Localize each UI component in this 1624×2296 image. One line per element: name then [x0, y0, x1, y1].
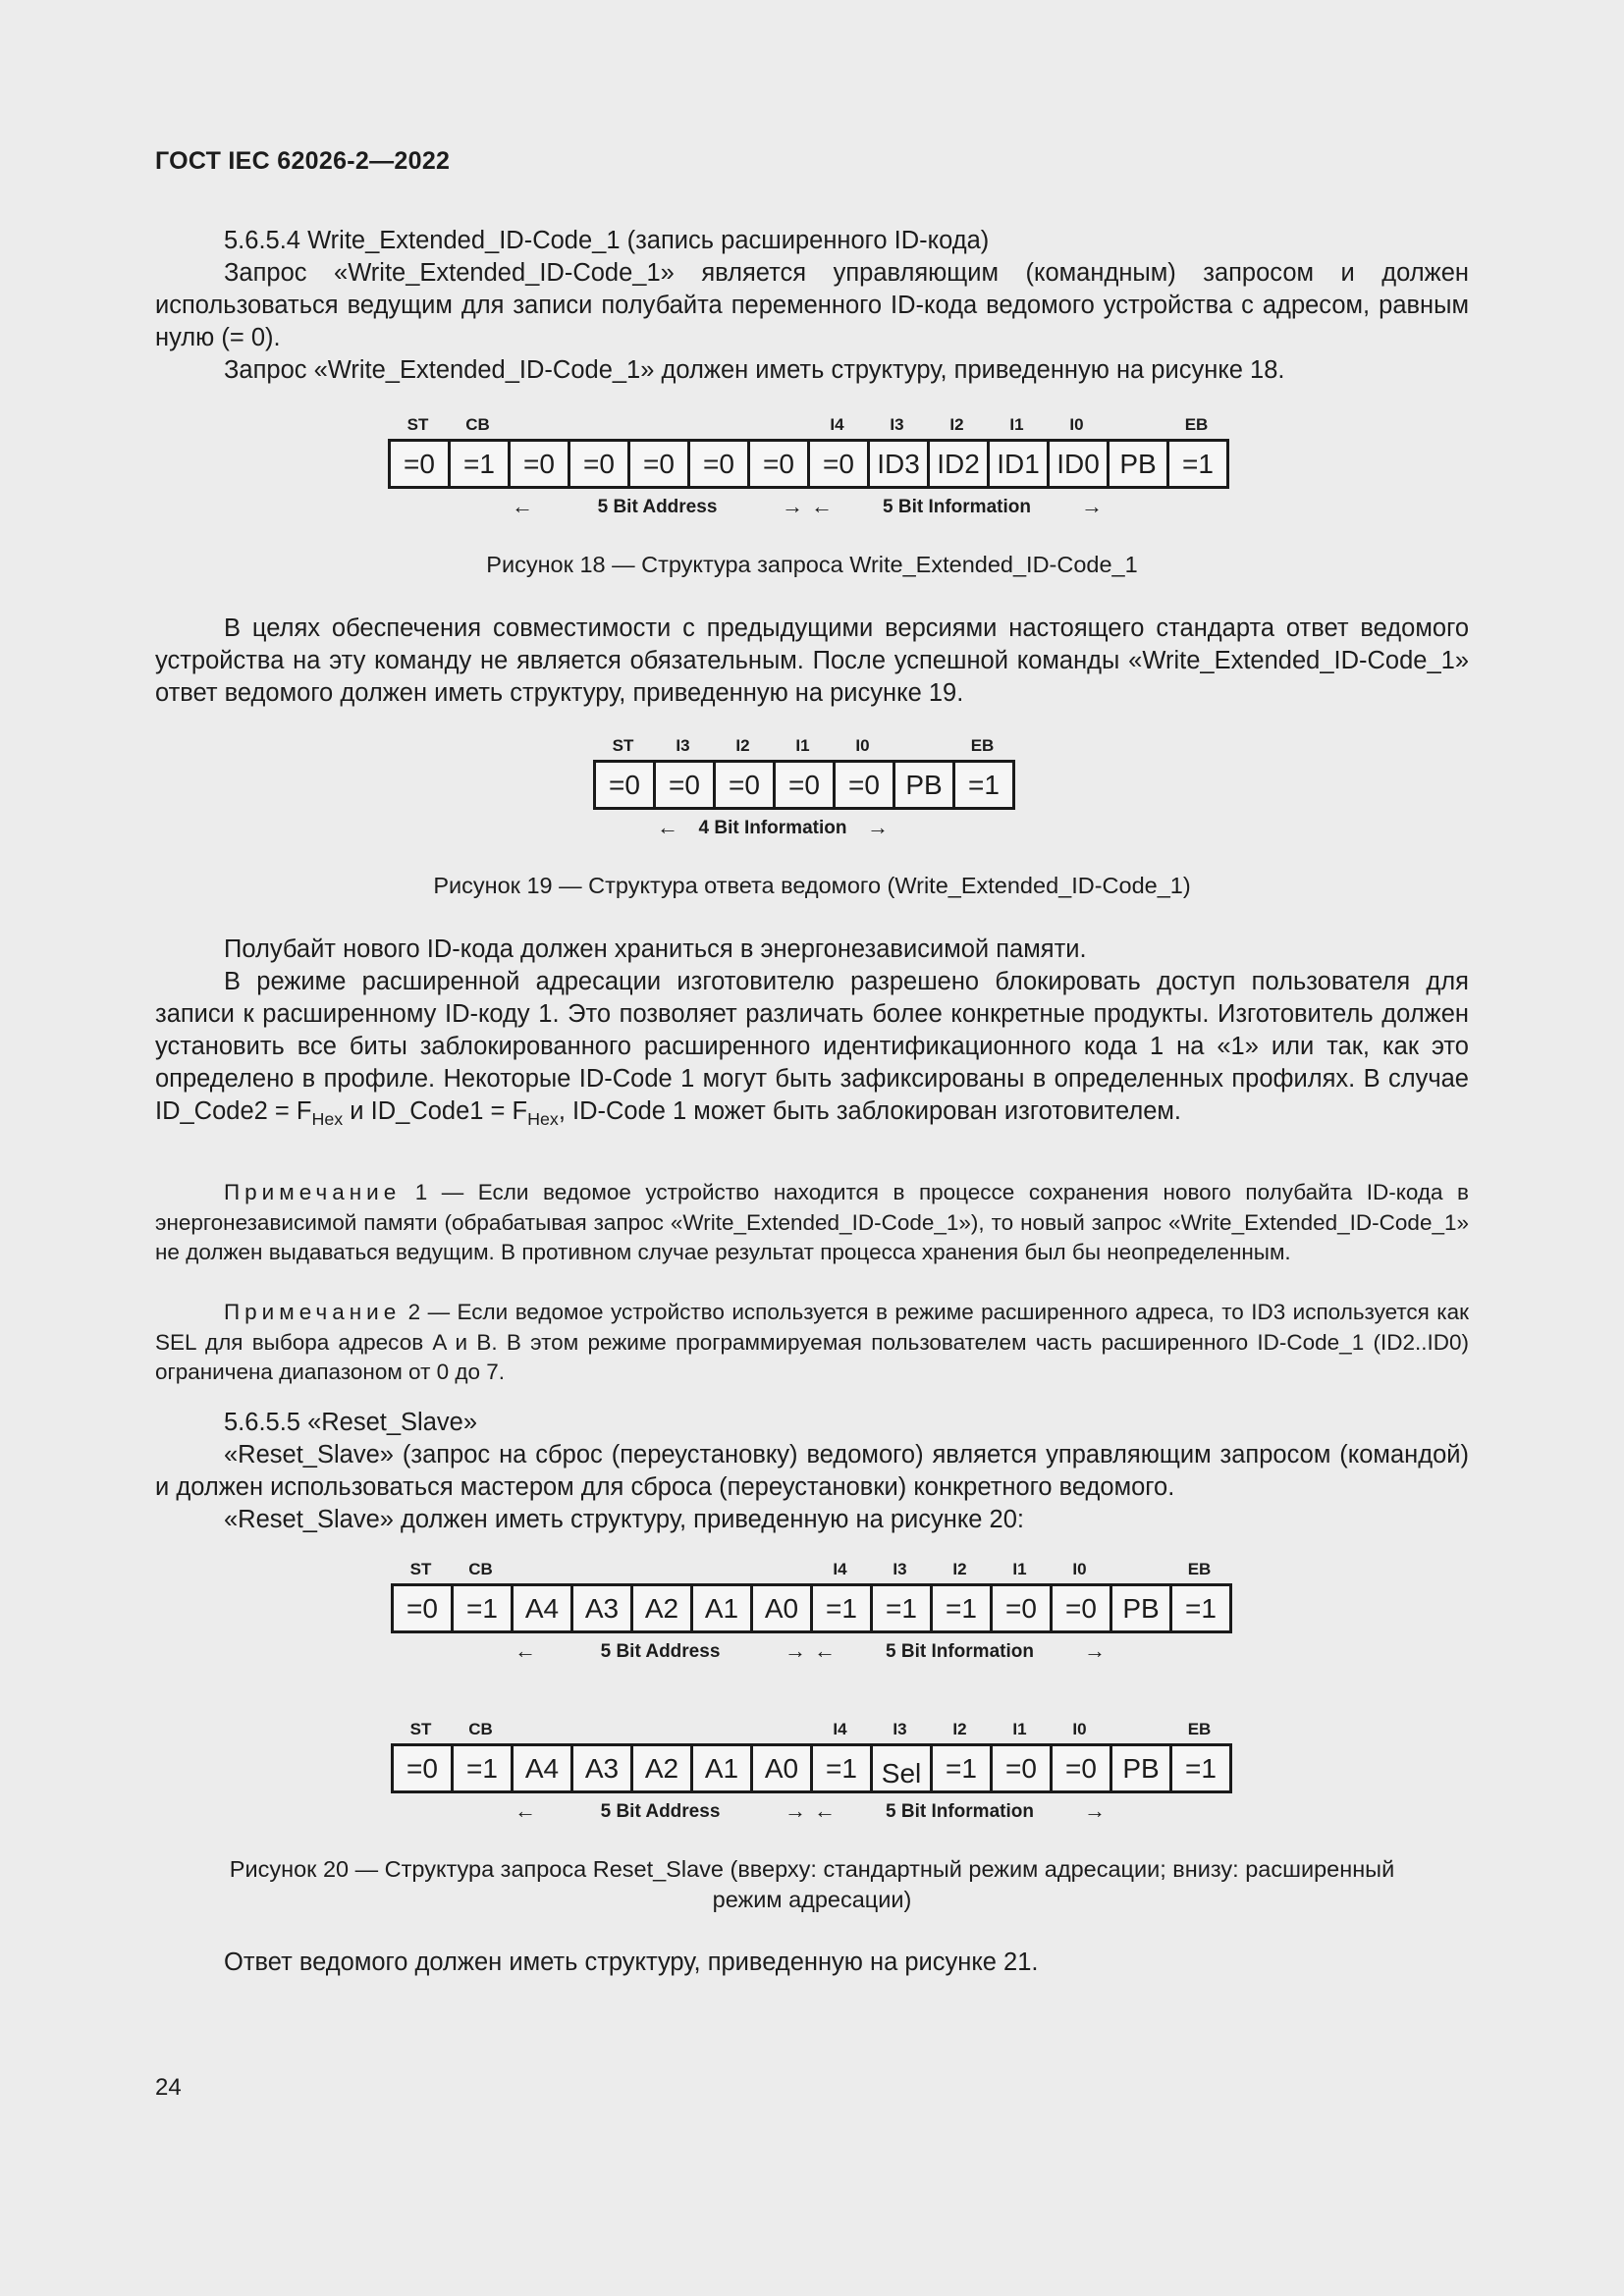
- frame-cell: A0: [753, 1746, 813, 1790]
- frame-cell: =1: [1185, 1593, 1217, 1624]
- bit-label: ST: [409, 1560, 432, 1578]
- bit-label: I1: [795, 736, 810, 755]
- bit-label: CB: [468, 1720, 493, 1738]
- bit-label: [630, 1560, 690, 1579]
- bit-label: [1110, 1560, 1169, 1579]
- frame-cell: =0: [570, 442, 630, 486]
- frame-cell: =0: [1053, 1746, 1112, 1790]
- frame-cell: =0: [690, 442, 750, 486]
- bit-label: [690, 1720, 750, 1739]
- address-span-label: 5 Bit Address: [600, 1641, 721, 1662]
- frame-cell: =0: [836, 763, 895, 807]
- information-span-label: 5 Bit Information: [883, 497, 1031, 517]
- bit-label: [630, 1720, 690, 1739]
- information-span-label: 5 Bit Information: [886, 1641, 1034, 1662]
- frame-cell: =1: [813, 1586, 873, 1630]
- frame-cell: =1: [1185, 1753, 1217, 1784]
- frame-cell: PB: [1110, 442, 1169, 486]
- section-5-6-5-5-title: 5.6.5.5 «Reset_Slave»: [224, 1409, 478, 1436]
- frame-cell: =0: [993, 1746, 1053, 1790]
- bit-label: [687, 415, 747, 435]
- frame-cell: =1: [451, 442, 511, 486]
- bit-label: I4: [833, 1720, 847, 1738]
- bit-label: I1: [1012, 1560, 1027, 1578]
- figure-19-caption: Рисунок 19 — Структура ответа ведомого (Write_Extended_ID-Code_1): [433, 873, 1191, 898]
- address-span-label: 5 Bit Address: [600, 1801, 721, 1822]
- frame-cell: ID1: [990, 442, 1050, 486]
- frame-cell: A1: [693, 1586, 753, 1630]
- address-span-label: 5 Bit Address: [597, 497, 718, 517]
- bit-label: EB: [970, 736, 995, 755]
- frame-cell: =0: [750, 442, 810, 486]
- frame-cell: ID0: [1050, 442, 1110, 486]
- bit-label: ST: [409, 1720, 432, 1738]
- arrow-left-icon: ←: [514, 1798, 536, 1823]
- arrow-right-icon: →: [1084, 1638, 1106, 1663]
- arrow-left-icon: ←: [512, 494, 533, 518]
- frame-cell: =0: [1053, 1586, 1112, 1630]
- frame-cell: A3: [573, 1586, 633, 1630]
- bit-label: I2: [735, 736, 750, 755]
- frame-cell: =0: [776, 763, 836, 807]
- frame-cell: =1: [968, 770, 1000, 800]
- frame-cell: =0: [993, 1586, 1053, 1630]
- frame-cell: A2: [633, 1746, 693, 1790]
- frame-cell: ID3: [870, 442, 930, 486]
- bit-label: I2: [949, 415, 964, 434]
- bit-label: I4: [833, 1560, 847, 1578]
- frame-cell: =1: [454, 1746, 514, 1790]
- frame-cell: A0: [753, 1586, 813, 1630]
- frame-cell: =1: [873, 1586, 933, 1630]
- frame-cell: =0: [716, 763, 776, 807]
- arrow-left-icon: ←: [811, 494, 833, 518]
- bit-label: EB: [1187, 1560, 1212, 1578]
- bit-label: I3: [893, 1560, 907, 1578]
- arrow-right-icon: →: [1081, 494, 1103, 518]
- frame-cell: PB: [1112, 1586, 1172, 1630]
- bit-label: [1110, 1720, 1169, 1739]
- frame-cell: =0: [391, 442, 451, 486]
- section-5-6-5-4-title: 5.6.5.4 Write_Extended_ID-Code_1 (запись расширенного ID-кода): [224, 227, 990, 254]
- response-paragraph: Ответ ведомого должен иметь структуру, приведенную на рисунке 21.: [224, 1949, 1039, 1976]
- frame-cell: A2: [633, 1586, 693, 1630]
- bit-label-row: [391, 1560, 1229, 1579]
- arrow-right-icon: →: [785, 1638, 806, 1663]
- section-5-6-5-4-paragraph-2: Запрос «Write_Extended_ID-Code_1» должен иметь структуру, приведенную на рисунке 18.: [224, 356, 1285, 384]
- bit-label: EB: [1184, 415, 1209, 434]
- bit-label: I1: [1009, 415, 1024, 434]
- frame-cell: PB: [895, 763, 955, 807]
- bit-label: I3: [676, 736, 690, 755]
- frame-cell: =0: [511, 442, 570, 486]
- note-1: Примечание 1 — Если ведомое устройство находится в процессе сохранения нового полубайта ID-кода в энергонезависимой памяти (обрабатывая запрос «Write_Extended_ID-Code_1»), то новый запрос «Write_Extended_ID-Code_1» не должен выдаваться ведущим. В противном случае результат процесса хранения был бы неопределенным.: [155, 1180, 1469, 1264]
- frame-cell: A4: [514, 1586, 573, 1630]
- bit-label: I3: [890, 415, 904, 434]
- bit-label-row: [593, 736, 1012, 756]
- bit-label: ST: [406, 415, 429, 434]
- bit-label: CB: [465, 415, 490, 434]
- frame-cell: =1: [1182, 449, 1214, 479]
- compatibility-paragraph: В целях обеспечения совместимости с предыдущими версиями настоящего стандарта ответ ведомого устройства на эту команду не является обязательным. После успешной команды «Write_Extended_ID-Code_1» ответ ведомого должен иметь структуру, приведенную на рисунке 19.: [155, 614, 1469, 707]
- bit-label: I2: [952, 1560, 967, 1578]
- frame-cell: A1: [693, 1746, 753, 1790]
- frame-cell: =0: [394, 1586, 454, 1630]
- bit-label-row: [388, 415, 1226, 435]
- extended-addressing-paragraph: В режиме расширенной адресации изготовителю разрешено блокировать доступ пользователя для записи к расширенному ID-коду 1. Это позволяет различать более конкретные продукты. Изготовитель должен установить все биты заблокированного расширенного идентификационного кода 1 на «1» или так, как это определено в профиле. Некоторые ID-Code 1 могут быть зафиксированы в определенных профилях. В случае ID_Code2 = $F_{Hex}$ и ID_Code1 = $F_{Hex}$, ID-Code 1 может быть заблокирован изготовителем.: [155, 968, 1469, 1129]
- bit-label: I4: [830, 415, 844, 434]
- bit-label: [570, 1560, 630, 1579]
- frame-cell: =0: [630, 442, 690, 486]
- frame-cells: [593, 760, 1015, 810]
- document-header: ГОСТ IEC 62026-2—2022: [155, 147, 451, 175]
- frame-cell: ID2: [930, 442, 990, 486]
- arrow-right-icon: →: [782, 494, 803, 518]
- page-number: 24: [155, 2074, 182, 2101]
- nonvolatile-paragraph: Полубайт нового ID-кода должен храниться в энергонезависимой памяти.: [224, 935, 1087, 963]
- frame-cell: =0: [596, 763, 656, 807]
- information-span-label: 4 Bit Information: [698, 818, 847, 838]
- bit-label: [750, 1560, 810, 1579]
- section-5-6-5-4-paragraph-1: Запрос «Write_Extended_ID-Code_1» является управляющим (командным) запросом и должен использоваться ведущим для записи полубайта переменного ID-кода ведомого устройства с адресом, равным нулю (= 0).: [155, 259, 1469, 351]
- bit-label-row: [391, 1720, 1229, 1739]
- bit-label: I0: [1069, 415, 1084, 434]
- arrow-left-icon: ←: [814, 1798, 836, 1823]
- frame-cell: =0: [656, 763, 716, 807]
- frame-cell: Sel: [873, 1746, 933, 1790]
- bit-label: I0: [1072, 1560, 1087, 1578]
- frame-cells: [391, 1583, 1232, 1633]
- bit-label: [508, 415, 568, 435]
- information-span-label: 5 Bit Information: [886, 1801, 1034, 1822]
- bit-label: [511, 1560, 570, 1579]
- bit-label: I2: [952, 1720, 967, 1738]
- section-5-6-5-5-paragraph-2: «Reset_Slave» должен иметь структуру, приведенную на рисунке 20:: [224, 1506, 1025, 1533]
- bit-label: CB: [468, 1560, 493, 1578]
- bit-label: I1: [1012, 1720, 1027, 1738]
- arrow-left-icon: ←: [814, 1638, 836, 1663]
- bit-label: [1107, 415, 1166, 435]
- frame-cell: A3: [573, 1746, 633, 1790]
- bit-label: [570, 1720, 630, 1739]
- frame-cell: PB: [1112, 1746, 1172, 1790]
- arrow-right-icon: →: [867, 815, 889, 839]
- bit-label: ST: [612, 736, 634, 755]
- arrow-left-icon: ←: [657, 815, 678, 839]
- frame-cell: A4: [514, 1746, 573, 1790]
- bit-label: EB: [1187, 1720, 1212, 1738]
- bit-label: I0: [1072, 1720, 1087, 1738]
- frame-cell: =0: [810, 442, 870, 486]
- frame-cell: =1: [933, 1746, 993, 1790]
- bit-label: [627, 415, 687, 435]
- arrow-right-icon: →: [1084, 1798, 1106, 1823]
- bit-label: [750, 1720, 810, 1739]
- bit-label: [747, 415, 807, 435]
- arrow-right-icon: →: [785, 1798, 806, 1823]
- frame-cell: =0: [394, 1746, 454, 1790]
- bit-label: I3: [893, 1720, 907, 1738]
- bit-label: [893, 736, 952, 756]
- bit-label: [511, 1720, 570, 1739]
- frame-cells: [388, 439, 1229, 489]
- bit-label: [568, 415, 627, 435]
- arrow-left-icon: ←: [514, 1638, 536, 1663]
- bit-label: [690, 1560, 750, 1579]
- figure-18-caption: Рисунок 18 — Структура запроса Write_Extended_ID-Code_1: [486, 552, 1138, 577]
- frame-cells: [391, 1743, 1232, 1793]
- section-5-6-5-5-paragraph-1: «Reset_Slave» (запрос на сброс (переустановку) ведомого) является управляющим запросом (командой) и должен использоваться мастером для сброса (переустановки) конкретного ведомого.: [155, 1441, 1469, 1501]
- frame-cell: =1: [933, 1586, 993, 1630]
- frame-cell: =1: [813, 1746, 873, 1790]
- frame-cell: =1: [454, 1586, 514, 1630]
- note-2: Примечание 2 — Если ведомое устройство используется в режиме расширенного адреса, то ID3 используется как SEL для выбора адресов A и B. В этом режиме программируемая пользователем часть расширенного ID-Code_1 (ID2..ID0) ограничена диапазоном от 0 до 7.: [155, 1300, 1469, 1384]
- bit-label: I0: [855, 736, 870, 755]
- figure-20-caption: Рисунок 20 — Структура запроса Reset_Slave (вверху: стандартный режим адресации; внизу: расширенный режим адресации): [229, 1856, 1395, 1912]
